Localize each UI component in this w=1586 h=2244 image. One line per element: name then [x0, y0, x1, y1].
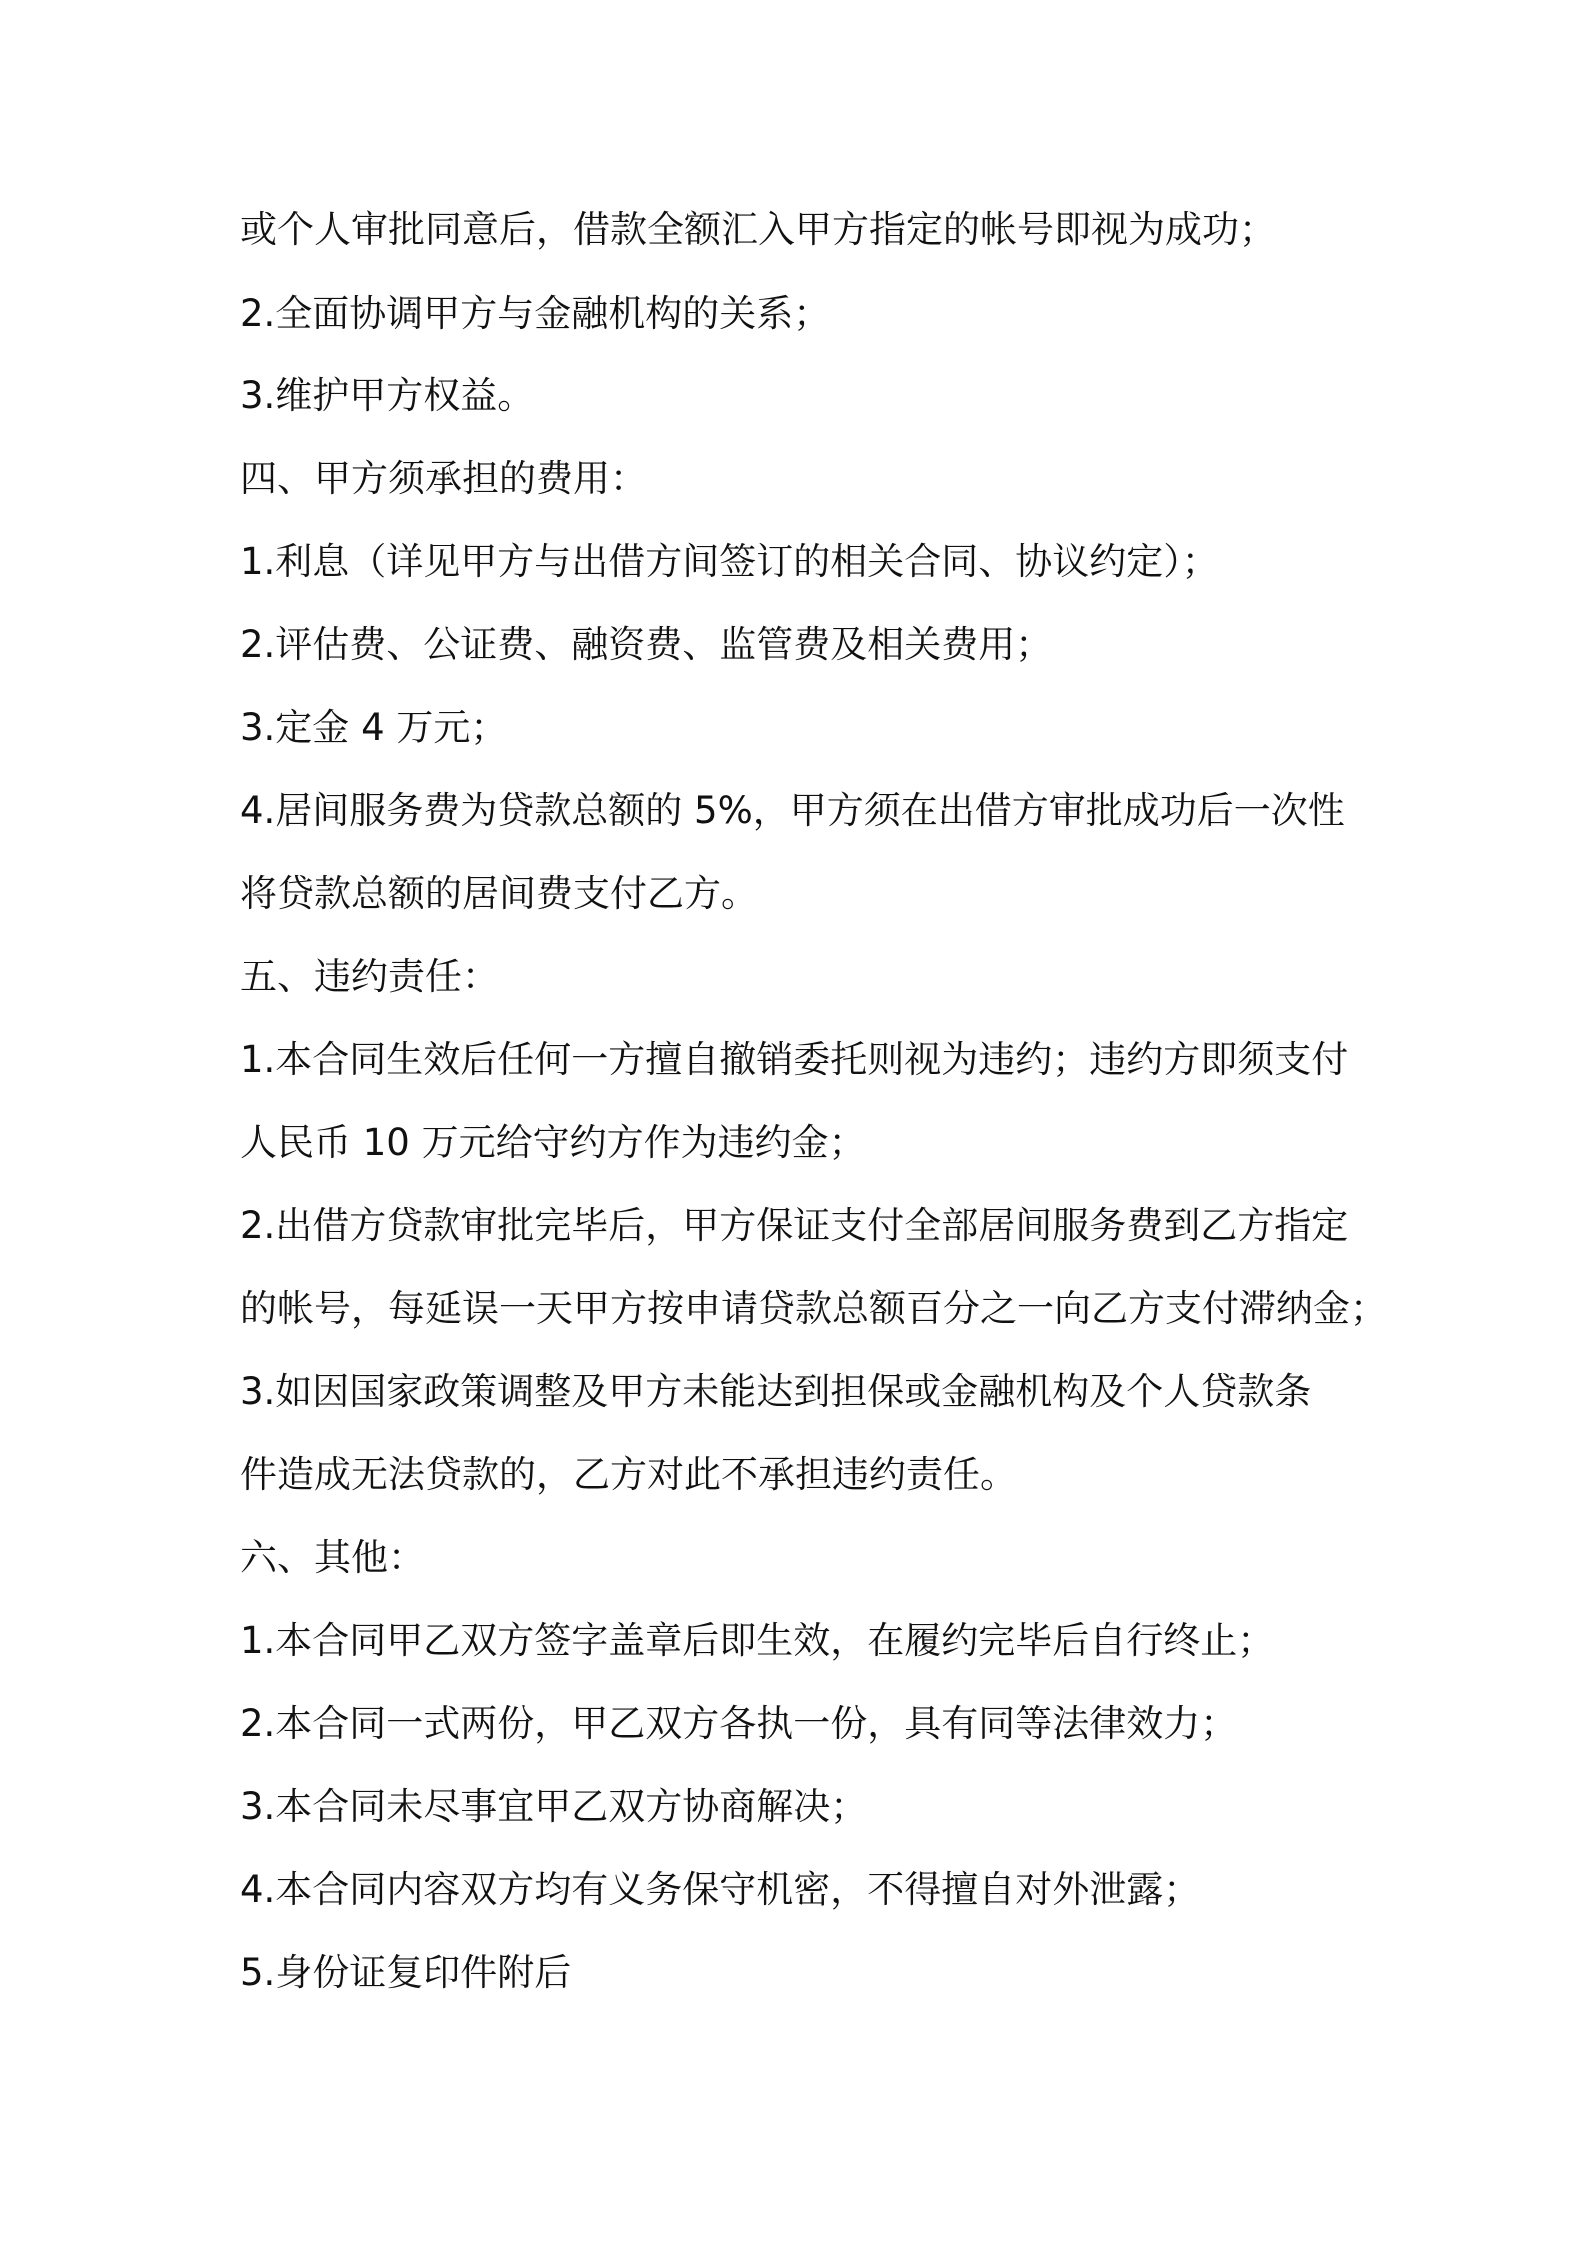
- text-line: 4.本合同内容双方均有义务保守机密，不得擅自对外泄露；: [240, 1868, 1201, 1911]
- section-heading: 四、甲方须承担的费用：: [240, 457, 647, 500]
- text-line: 或个人审批同意后，借款全额汇入甲方指定的帐号即视为成功；: [240, 208, 1276, 251]
- section-heading: 六、其他：: [240, 1536, 425, 1579]
- text-line: 5.身份证复印件附后: [240, 1951, 572, 1994]
- text-line: 1.本合同甲乙双方签字盖章后即生效，在履约完毕后自行终止；: [240, 1619, 1275, 1662]
- text-line: 3.定金 4 万元；: [240, 706, 508, 749]
- text-line: 1.本合同生效后任何一方擅自撤销委托则视为违约；违约方即须支付: [240, 1038, 1349, 1081]
- text-line: 3.维护甲方权益。: [240, 374, 535, 417]
- text-line: 2.评估费、公证费、融资费、监管费及相关费用；: [240, 623, 1053, 666]
- section-heading: 五、违约责任：: [240, 955, 499, 998]
- text-line: 2.全面协调甲方与金融机构的关系；: [240, 292, 831, 335]
- text-line: 人民币 10 万元给守约方作为违约金；: [240, 1121, 866, 1164]
- text-line: 1.利息（详见甲方与出借方间签订的相关合同、协议约定）；: [240, 540, 1219, 583]
- text-line: 3.本合同未尽事宜甲乙双方协商解决；: [240, 1785, 868, 1828]
- text-line: 的帐号，每延误一天甲方按申请贷款总额百分之一向乙方支付滞纳金；: [240, 1287, 1387, 1330]
- text-line: 2.出借方贷款审批完毕后，甲方保证支付全部居间服务费到乙方指定: [240, 1204, 1349, 1247]
- text-line: 4.居间服务费为贷款总额的 5%，甲方须在出借方审批成功后一次性: [240, 789, 1345, 832]
- text-line: 3.如因国家政策调整及甲方未能达到担保或金融机构及个人贷款条: [240, 1370, 1312, 1413]
- text-line: 将贷款总额的居间费支付乙方。: [240, 872, 758, 915]
- text-line: 2.本合同一式两份，甲乙双方各执一份，具有同等法律效力；: [240, 1702, 1238, 1745]
- text-line: 件造成无法贷款的，乙方对此不承担违约责任。: [240, 1453, 1017, 1496]
